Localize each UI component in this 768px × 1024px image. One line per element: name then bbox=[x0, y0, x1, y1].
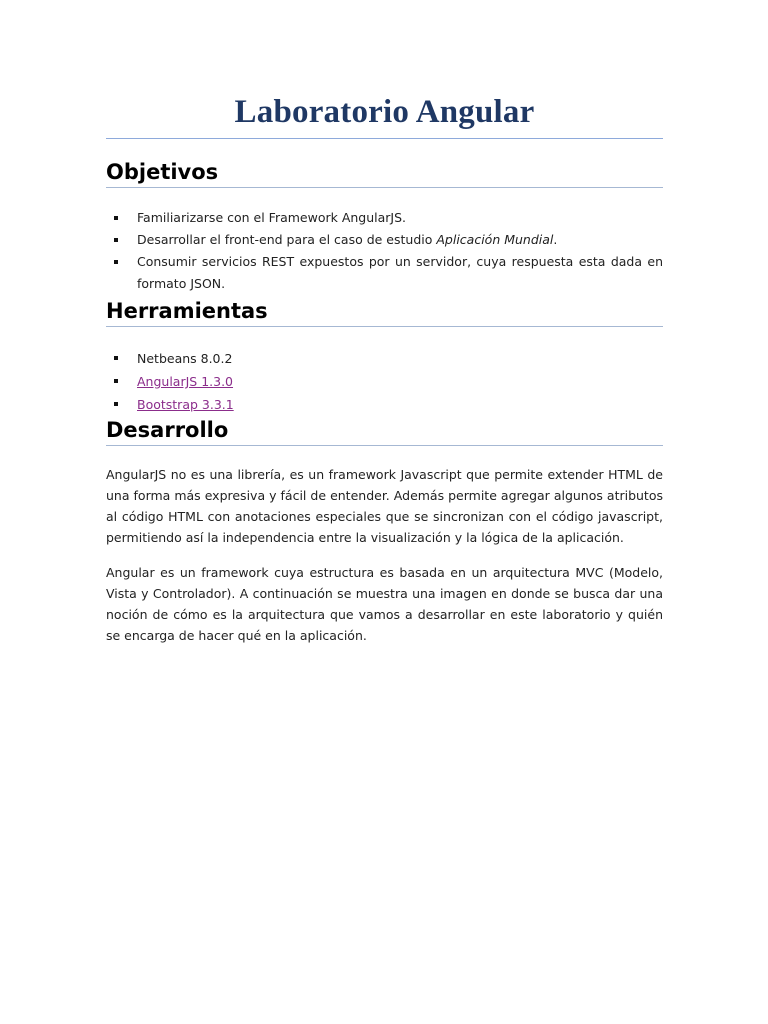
list-item bbox=[106, 251, 663, 295]
document-body bbox=[106, 92, 663, 646]
list-item bbox=[106, 229, 663, 251]
document-title: Laboratorio Angular bbox=[106, 92, 663, 139]
objetivo-text: Desarrollar el front-end para el caso de estudio bbox=[137, 232, 437, 247]
heading-desarrollo: Desarrollo bbox=[106, 416, 663, 446]
bullet-square-icon bbox=[114, 356, 118, 360]
objetivo-emphasis: Aplicación Mundial bbox=[436, 232, 554, 247]
list-item bbox=[106, 370, 663, 393]
objetivos-list bbox=[106, 207, 663, 295]
bullet-square-icon bbox=[114, 379, 118, 383]
list-item bbox=[106, 207, 663, 229]
paragraph: AngularJS no es una librería, es un framework Javascript que permite extender HTML de una forma más expresiva y fácil de entender. Además permite agregar algunos atributos al código HTML con anotaciones especiales que se sincronizan con el código javascript, permitiendo así la independencia entre la visualización y la lógica de la aplicación. bbox=[106, 467, 663, 545]
herramientas-list bbox=[106, 347, 663, 416]
heading-objetivos: Objetivos bbox=[106, 158, 663, 188]
objetivo-text: Familiarizarse con el Framework AngularJS. bbox=[137, 210, 407, 225]
bullet-square-icon bbox=[114, 402, 118, 406]
bullet-square-icon bbox=[114, 260, 118, 264]
paragraph: Angular es un framework cuya estructura es basada en un arquitectura MVC (Modelo, Vista y Controlador). A continuación se muestra una imagen en donde se busca dar una noción de cómo es la arquitectura que vamos a desarrollar en este laboratorio y quién se encarga de hacer qué en la aplicación. bbox=[106, 565, 663, 643]
list-item bbox=[106, 393, 663, 416]
list-item bbox=[106, 347, 663, 370]
objetivo-text: Consumir servicios REST expuestos por un servidor, cuya respuesta esta dada en formato JSON. bbox=[137, 254, 663, 291]
tool-netbeans: Netbeans 8.0.2 bbox=[137, 351, 233, 366]
bullet-square-icon bbox=[114, 216, 118, 220]
link-bootstrap[interactable]: Bootstrap 3.3.1 bbox=[137, 397, 234, 412]
heading-herramientas: Herramientas bbox=[106, 297, 663, 327]
link-angularjs[interactable]: AngularJS 1.3.0 bbox=[137, 374, 234, 389]
bullet-square-icon bbox=[114, 238, 118, 242]
objetivo-text-end: . bbox=[553, 232, 558, 247]
